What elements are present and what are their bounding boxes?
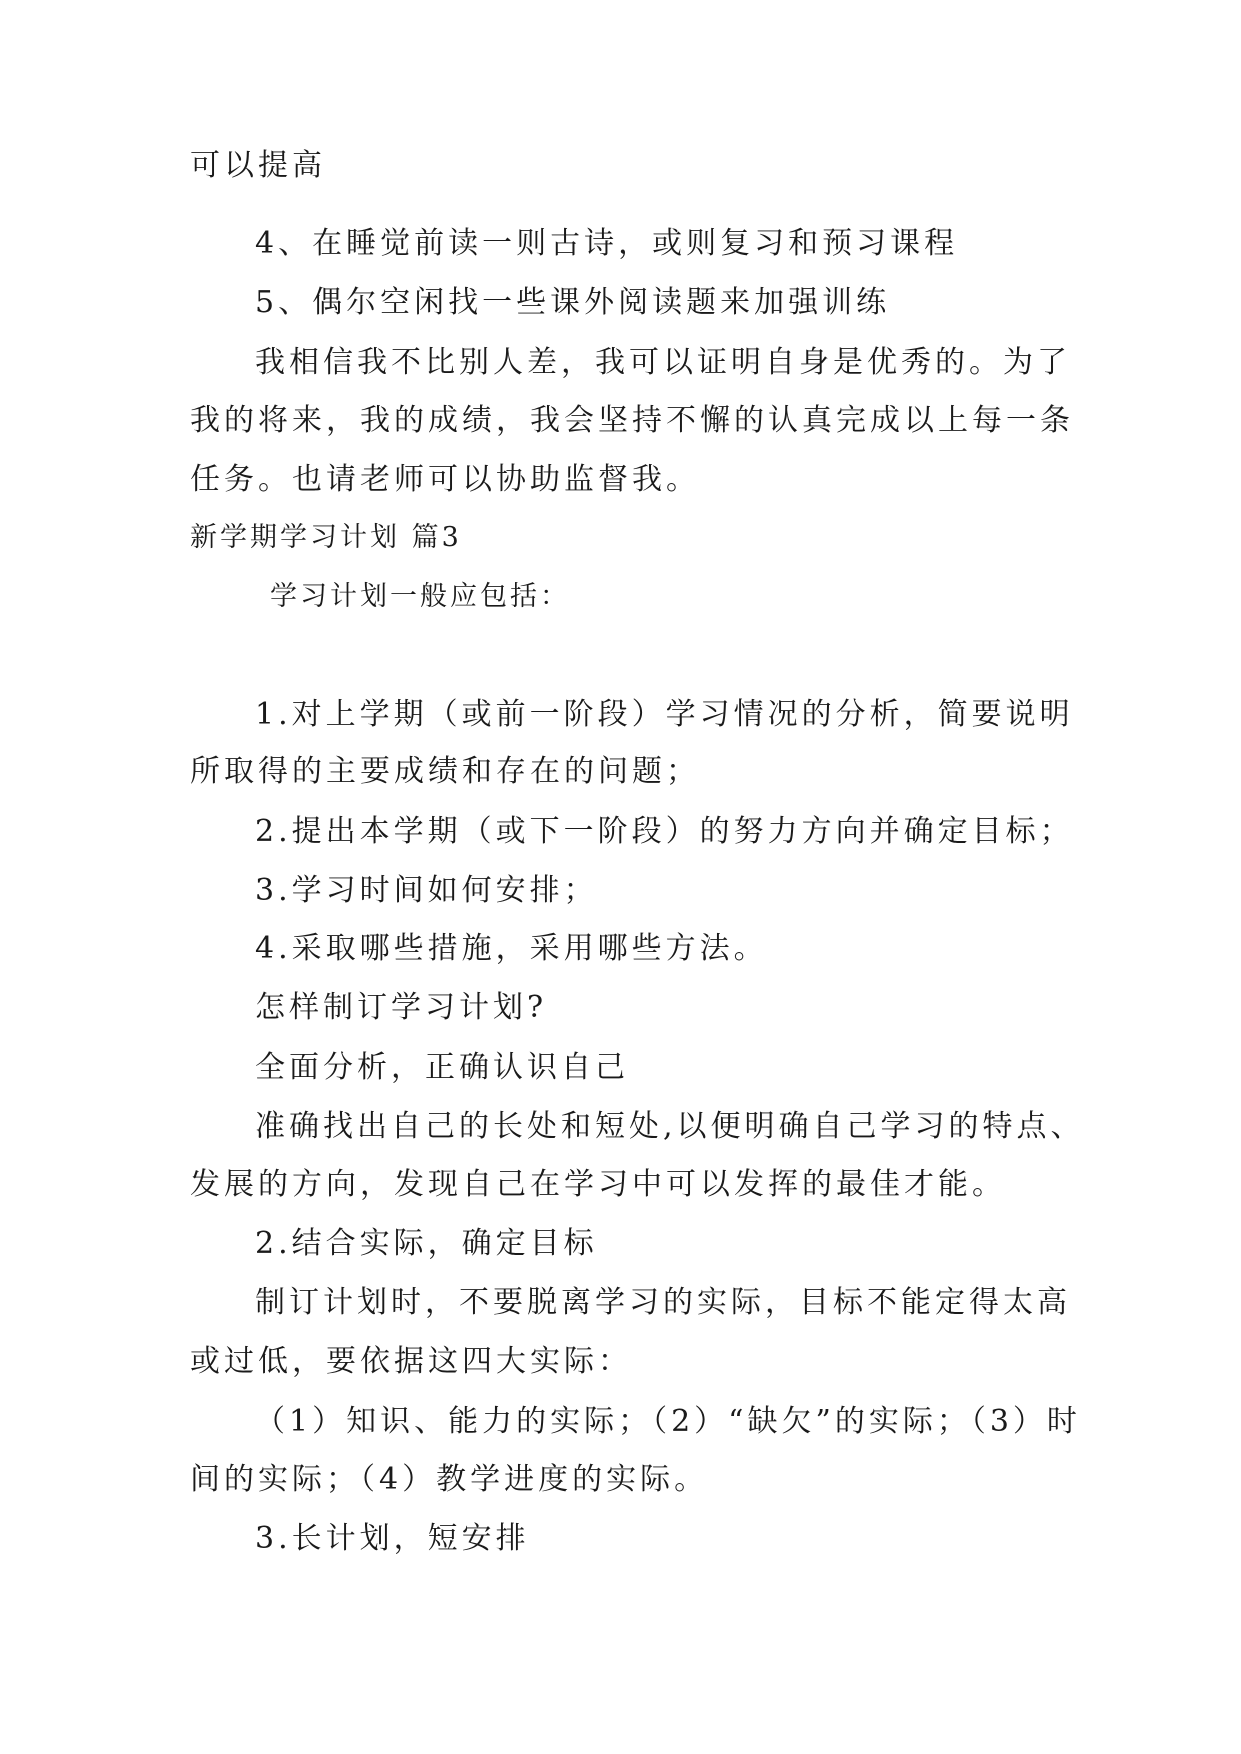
- text-line: 2.提出本学期（或下一阶段）的努力方向并确定目标；: [255, 814, 1074, 849]
- text-line: 可以提高: [190, 148, 326, 183]
- section-heading: 新学期学习计划 篇3: [190, 522, 462, 553]
- text-line: 我相信我不比别人差，我可以证明自身是优秀的。为了: [255, 345, 1071, 380]
- text-line: （1）知识、能力的实际；（2）“缺欠”的实际；（3）时: [255, 1404, 1081, 1439]
- text-line: 2.结合实际，确定目标: [255, 1226, 598, 1261]
- text-line: 我的将来，我的成绩，我会坚持不懈的认真完成以上每一条: [190, 403, 1074, 438]
- text-line: 全面分析，正确认识自己: [255, 1050, 629, 1085]
- text-line: 任务。也请老师可以协助监督我。: [190, 462, 700, 497]
- text-line: 所取得的主要成绩和存在的问题；: [190, 754, 700, 789]
- text-line: 学习计划一般应包括：: [270, 581, 570, 612]
- text-line: 制订计划时，不要脱离学习的实际，目标不能定得太高: [255, 1285, 1071, 1320]
- text-line: 5、偶尔空闲找一些课外阅读题来加强训练: [255, 285, 891, 320]
- text-line: 4、在睡觉前读一则古诗，或则复习和预习课程: [255, 226, 959, 261]
- text-line: 3.长计划，短安排: [255, 1521, 530, 1556]
- text-line: 1.对上学期（或前一阶段）学习情况的分析，简要说明: [255, 697, 1074, 732]
- text-line: 或过低，要依据这四大实际：: [190, 1344, 632, 1379]
- text-line: 怎样制订学习计划?: [255, 990, 548, 1025]
- text-line: 3.学习时间如何安排；: [255, 873, 598, 908]
- text-line: 发展的方向，发现自己在学习中可以发挥的最佳才能。: [190, 1167, 1006, 1202]
- text-line: 准确找出自己的长处和短处,以便明确自己学习的特点、: [255, 1109, 1085, 1144]
- text-line: 间的实际；（4）教学进度的实际。: [190, 1462, 709, 1497]
- text-line: 4.采取哪些措施，采用哪些方法。: [255, 931, 768, 966]
